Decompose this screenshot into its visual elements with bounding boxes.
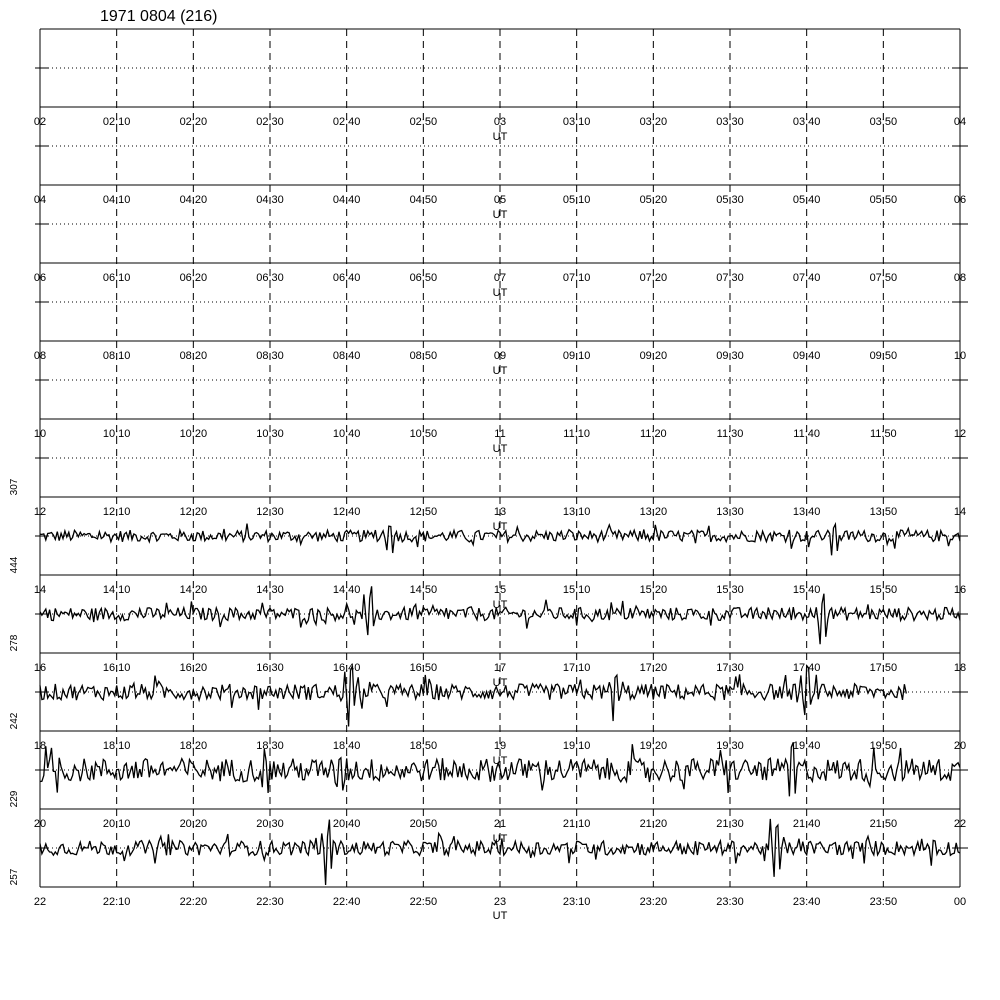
x-tick-label: 10:30 (256, 428, 284, 440)
x-tick-label: 03:10 (562, 116, 591, 128)
x-tick-label: 18:20 (179, 740, 208, 752)
x-axis-label: UT (492, 521, 508, 533)
x-tick-label: 21:40 (792, 818, 821, 830)
x-tick-label: 18:30 (256, 740, 284, 752)
x-tick-label: 14:20 (179, 584, 208, 596)
row-side-label: 278 (9, 634, 20, 652)
chart-title: 1971 0804 (216) (100, 8, 218, 25)
x-tick-label: 03 (493, 116, 507, 128)
x-tick-label: 19:40 (792, 740, 821, 752)
x-tick-label: 02:10 (102, 116, 131, 128)
x-tick-label: 11:20 (639, 428, 667, 440)
x-tick-label: 19 (493, 740, 507, 752)
x-tick-label: 17:30 (716, 662, 744, 674)
x-tick-label: 07:10 (562, 272, 591, 284)
x-tick-label: 15:20 (639, 584, 668, 596)
x-tick-label: 02:50 (409, 116, 438, 128)
x-tick-label: 02:20 (179, 116, 208, 128)
x-tick-label: 20 (953, 740, 967, 752)
x-tick-label: 21:50 (869, 818, 898, 830)
x-tick-label: 14:40 (332, 584, 361, 596)
x-tick-label: 21:30 (716, 818, 744, 830)
x-tick-label: 00 (953, 896, 967, 908)
x-axis-label: UT (492, 365, 508, 377)
x-tick-label: 13:10 (562, 506, 591, 518)
x-tick-label: 16:20 (179, 662, 208, 674)
x-tick-label: 11:50 (869, 428, 897, 440)
x-tick-label: 07:50 (869, 272, 898, 284)
x-tick-label: 07:40 (792, 272, 821, 284)
row-side-label: 242 (9, 712, 20, 730)
rows-layer (9, 29, 968, 922)
x-tick-label: 16 (953, 584, 967, 596)
x-tick-label: 14:10 (102, 584, 131, 596)
x-tick-label: 07 (493, 272, 507, 284)
x-tick-label: 15 (493, 584, 507, 596)
x-tick-label: 09:50 (869, 350, 898, 362)
x-tick-label: 15:40 (792, 584, 821, 596)
x-tick-label: 22:30 (256, 896, 284, 908)
x-tick-label: 22:10 (102, 896, 131, 908)
x-tick-label: 08:10 (102, 350, 131, 362)
row-side-label: 229 (9, 790, 20, 808)
x-tick-label: 13:20 (639, 506, 668, 518)
x-tick-label: 02 (33, 116, 47, 128)
x-tick-label: 03:40 (792, 116, 821, 128)
row-side-label: 307 (9, 478, 20, 496)
x-tick-label: 09:40 (792, 350, 821, 362)
x-tick-label: 17 (493, 662, 507, 674)
x-tick-label: 23:20 (639, 896, 668, 908)
x-tick-label: 18:50 (409, 740, 438, 752)
x-tick-label: 06 (953, 194, 967, 206)
x-tick-label: 08:20 (179, 350, 208, 362)
x-tick-label: 05:10 (562, 194, 591, 206)
x-tick-label: 22:50 (409, 896, 438, 908)
x-tick-label: 02:30 (256, 116, 284, 128)
x-tick-label: 18:10 (102, 740, 131, 752)
x-tick-label: 15:50 (869, 584, 898, 596)
x-tick-label: 16:10 (102, 662, 131, 674)
x-tick-label: 07:30 (716, 272, 744, 284)
x-tick-label: 14:50 (409, 584, 438, 596)
x-tick-label: 08 (953, 272, 967, 284)
x-tick-label: 05 (493, 194, 507, 206)
x-tick-label: 05:20 (639, 194, 668, 206)
x-tick-label: 04:20 (179, 194, 208, 206)
x-tick-label: 20:10 (102, 818, 131, 830)
x-tick-label: 07:20 (639, 272, 668, 284)
x-tick-label: 20:50 (409, 818, 438, 830)
x-tick-label: 23:30 (716, 896, 744, 908)
x-tick-label: 04 (33, 194, 47, 206)
x-tick-label: 17:50 (869, 662, 898, 674)
x-axis-label: UT (492, 833, 508, 845)
x-tick-label: 22:40 (332, 896, 361, 908)
x-tick-label: 14 (953, 506, 967, 518)
x-tick-label: 10:20 (179, 428, 208, 440)
x-axis-label: UT (492, 599, 508, 611)
x-tick-label: 18:40 (332, 740, 361, 752)
x-tick-label: 11:40 (793, 428, 821, 440)
x-tick-label: 15:10 (562, 584, 591, 596)
x-tick-label: 09:10 (562, 350, 591, 362)
x-tick-label: 13:50 (869, 506, 898, 518)
x-tick-label: 10 (953, 350, 967, 362)
x-axis-label: UT (492, 131, 508, 143)
x-tick-label: 21 (493, 818, 507, 830)
x-tick-label: 03:50 (869, 116, 898, 128)
x-tick-label: 19:20 (639, 740, 668, 752)
x-tick-label: 08 (33, 350, 47, 362)
x-tick-label: 04 (953, 116, 967, 128)
x-tick-label: 11 (494, 428, 506, 440)
x-tick-label: 22 (33, 896, 47, 908)
x-tick-label: 05:30 (716, 194, 744, 206)
x-tick-label: 10:50 (409, 428, 438, 440)
x-tick-label: 06 (33, 272, 47, 284)
x-tick-label: 11:10 (563, 428, 591, 440)
x-tick-label: 04:40 (332, 194, 361, 206)
x-tick-label: 14:30 (256, 584, 284, 596)
x-tick-label: 18 (953, 662, 967, 674)
x-tick-label: 20:40 (332, 818, 361, 830)
x-tick-label: 05:40 (792, 194, 821, 206)
x-tick-label: 09 (493, 350, 507, 362)
x-tick-label: 19:10 (562, 740, 591, 752)
x-tick-label: 20 (33, 818, 47, 830)
x-tick-label: 06:20 (179, 272, 208, 284)
x-tick-label: 06:50 (409, 272, 438, 284)
x-tick-label: 12:30 (256, 506, 284, 518)
x-tick-label: 06:10 (102, 272, 131, 284)
x-tick-label: 16:50 (409, 662, 438, 674)
x-axis-label: UT (492, 209, 508, 221)
x-tick-label: 23:10 (562, 896, 591, 908)
x-tick-label: 12 (33, 506, 47, 518)
x-tick-label: 17:10 (562, 662, 591, 674)
x-tick-label: 23:50 (869, 896, 898, 908)
x-tick-label: 20:20 (179, 818, 208, 830)
x-tick-label: 16 (33, 662, 47, 674)
x-tick-label: 09:30 (716, 350, 744, 362)
x-tick-label: 12 (953, 428, 967, 440)
x-tick-label: 16:40 (332, 662, 361, 674)
x-tick-label: 10:10 (102, 428, 131, 440)
x-tick-label: 06:40 (332, 272, 361, 284)
x-tick-label: 13 (493, 506, 507, 518)
x-axis-label: UT (492, 443, 508, 455)
x-tick-label: 12:20 (179, 506, 208, 518)
x-tick-label: 02:40 (332, 116, 361, 128)
x-tick-label: 15:30 (716, 584, 744, 596)
x-tick-label: 17:40 (792, 662, 821, 674)
x-axis-label: UT (492, 677, 508, 689)
x-tick-label: 12:10 (102, 506, 131, 518)
x-tick-label: 10 (33, 428, 47, 440)
row-side-label: 444 (9, 556, 20, 574)
x-axis-label: UT (492, 287, 508, 299)
x-tick-label: 10:40 (332, 428, 361, 440)
x-tick-label: 11:30 (716, 428, 744, 440)
x-tick-label: 19:50 (869, 740, 898, 752)
x-tick-label: 19:30 (716, 740, 744, 752)
x-tick-label: 13:30 (716, 506, 744, 518)
x-tick-label: 21:20 (639, 818, 668, 830)
trace-line (40, 666, 906, 727)
x-tick-label: 06:30 (256, 272, 284, 284)
x-tick-label: 12:50 (409, 506, 438, 518)
x-tick-label: 09:20 (639, 350, 668, 362)
x-tick-label: 22 (953, 818, 967, 830)
x-tick-label: 08:30 (256, 350, 284, 362)
x-tick-label: 17:20 (639, 662, 668, 674)
x-tick-label: 20:30 (256, 818, 284, 830)
x-tick-label: 03:20 (639, 116, 668, 128)
x-tick-label: 04:50 (409, 194, 438, 206)
x-tick-label: 21:10 (562, 818, 591, 830)
x-tick-label: 04:10 (102, 194, 131, 206)
x-tick-label: 03:30 (716, 116, 744, 128)
x-tick-label: 08:50 (409, 350, 438, 362)
x-tick-label: 16:30 (256, 662, 284, 674)
x-tick-label: 18 (33, 740, 47, 752)
x-axis-label: UT (492, 755, 508, 767)
x-tick-label: 08:40 (332, 350, 361, 362)
x-tick-label: 14 (33, 584, 47, 596)
x-tick-label: 04:30 (256, 194, 284, 206)
x-tick-label: 23 (493, 896, 507, 908)
x-tick-label: 23:40 (792, 896, 821, 908)
row-side-label: 257 (9, 868, 20, 886)
x-tick-label: 12:40 (332, 506, 361, 518)
x-axis-label-bottom: UT (492, 910, 508, 922)
x-tick-label: 13:40 (792, 506, 821, 518)
x-tick-label: 22:20 (179, 896, 208, 908)
x-tick-label: 05:50 (869, 194, 898, 206)
